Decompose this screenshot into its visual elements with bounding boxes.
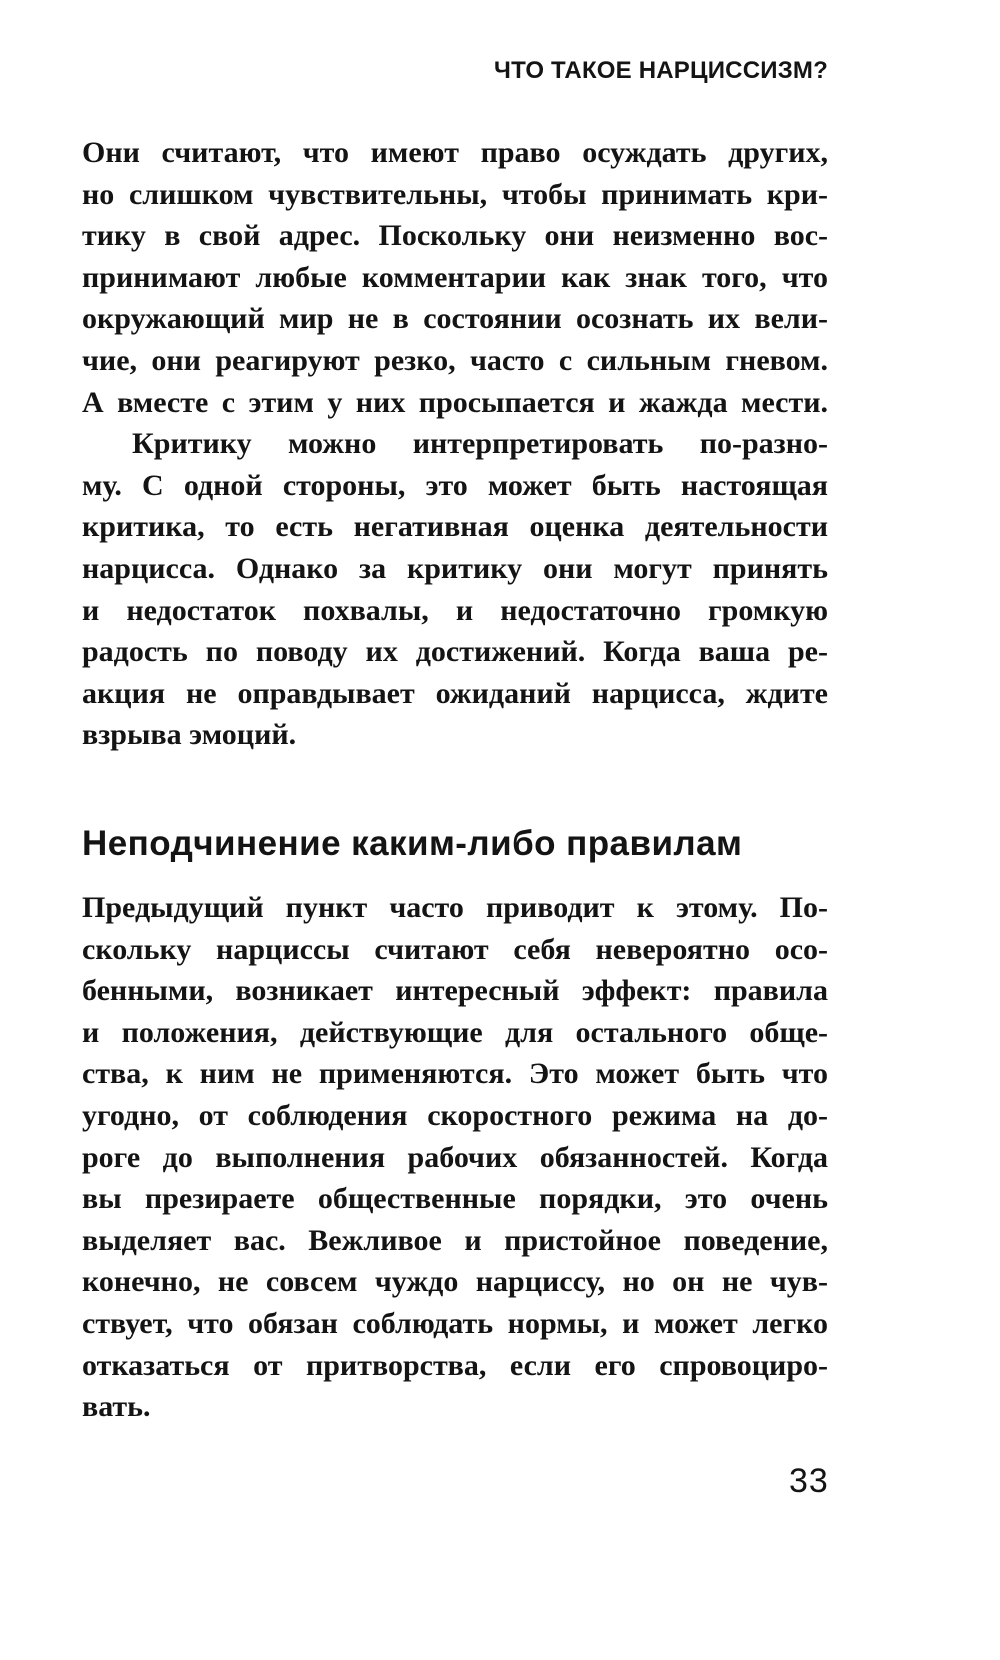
- text-line: радость по поводу их достижений. Когда ваша ре-: [82, 635, 828, 669]
- page-number: 33: [789, 1462, 829, 1500]
- paragraph-3: [82, 887, 828, 1428]
- text-line: выделяет вас. Вежливое и пристойное поведение,: [82, 1223, 828, 1257]
- text-line: тику в свой адрес. Поскольку они неизменно вос-: [82, 219, 828, 253]
- text-line: скольку нарциссы считают себя невероятно осо-: [82, 932, 828, 966]
- text-line: А вместе с этим у них просыпается и жажда мести.: [82, 385, 828, 419]
- text-line: конечно, не совсем чуждо нарциссу, но он не чув-: [82, 1265, 828, 1299]
- text-line: и положения, действующие для остального обще-: [82, 1015, 828, 1049]
- text-line: Критику можно интерпретировать по-разно-: [132, 427, 828, 461]
- text-line: окружающий мир не в состоянии осознать их вели-: [82, 302, 828, 336]
- text-line: Они считают, что имеют право осуждать других,: [82, 136, 828, 169]
- text-line: но слишком чувствительны, чтобы принимать кри-: [82, 177, 828, 211]
- text-line: вы презираете общественные порядки, это очень: [82, 1182, 828, 1216]
- text-line: критика, то есть негативная оценка деятельности: [82, 510, 828, 544]
- paragraph-2: [82, 423, 828, 756]
- text-line: ства, к ним не применяются. Это может быть что: [82, 1057, 828, 1091]
- text-column-upper: [82, 132, 828, 756]
- paragraph-1: [82, 132, 828, 423]
- text-line: ствует, что обязан соблюдать нормы, и может легко: [82, 1306, 828, 1340]
- text-line: принимают любые комментарии как знак того, что: [82, 260, 828, 294]
- text-column-lower: [82, 887, 828, 1428]
- text-line: взрыва эмоций.: [82, 718, 297, 752]
- text-line: му. С одной стороны, это может быть настоящая: [82, 468, 828, 502]
- running-head: ЧТО ТАКОЕ НАРЦИССИЗМ?: [494, 57, 828, 84]
- text-line: Предыдущий пункт часто приводит к этому. По-: [82, 891, 828, 924]
- text-line: и недостаток похвалы, и недостаточно громкую: [82, 593, 828, 627]
- text-line: чие, они реагируют резко, часто с сильным гневом.: [82, 343, 828, 377]
- text-line: акция не оправдывает ожиданий нарцисса, ждите: [82, 676, 828, 710]
- text-line: вать.: [82, 1390, 151, 1424]
- text-line: роге до выполнения рабочих обязанностей. Когда: [82, 1140, 828, 1174]
- section-heading: Неподчинение каким-либо правилам: [82, 824, 743, 863]
- text-line: угодно, от соблюдения скоростного режима на до-: [82, 1098, 828, 1132]
- text-line: нарцисса. Однако за критику они могут принять: [82, 551, 828, 585]
- text-line: бенными, возникает интересный эффект: правила: [82, 974, 828, 1008]
- text-line: отказаться от притворства, если его спровоциро-: [82, 1348, 828, 1382]
